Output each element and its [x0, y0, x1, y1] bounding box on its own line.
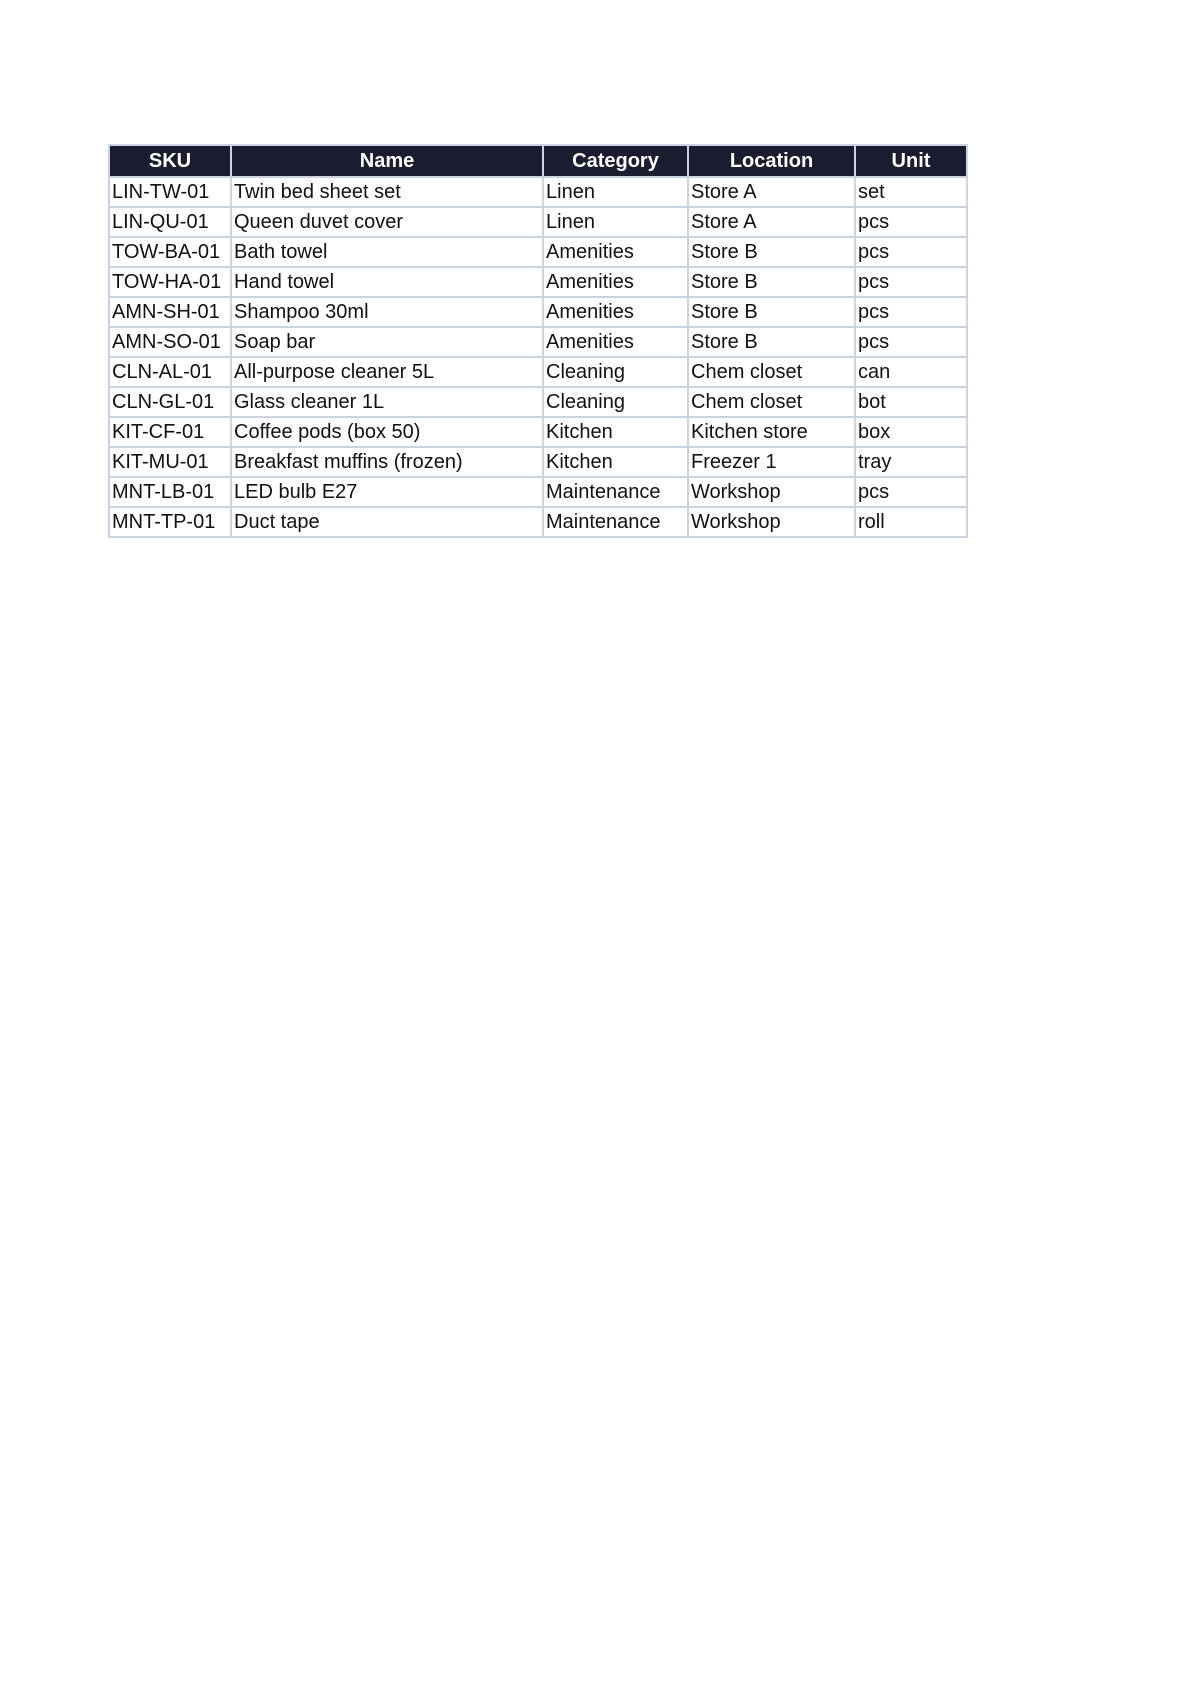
unit-cell: box: [855, 417, 967, 447]
table-row: [109, 267, 967, 297]
sku-cell: CLN-AL-01: [109, 357, 231, 387]
sku-cell: KIT-MU-01: [109, 447, 231, 477]
unit-cell: pcs: [855, 267, 967, 297]
location-cell: Workshop: [688, 507, 855, 537]
unit-cell: pcs: [855, 297, 967, 327]
unit-cell: set: [855, 177, 967, 207]
column-header-name: Name: [231, 145, 543, 177]
table-row: [109, 507, 967, 537]
unit-cell: can: [855, 357, 967, 387]
name-cell: Hand towel: [231, 267, 543, 297]
location-cell: Workshop: [688, 477, 855, 507]
category-cell: Amenities: [543, 297, 688, 327]
table-row: [109, 387, 967, 417]
category-cell: Kitchen: [543, 447, 688, 477]
name-cell: All-purpose cleaner 5L: [231, 357, 543, 387]
sku-cell: AMN-SH-01: [109, 297, 231, 327]
name-cell: Glass cleaner 1L: [231, 387, 543, 417]
category-cell: Cleaning: [543, 357, 688, 387]
location-cell: Store A: [688, 207, 855, 237]
name-cell: Shampoo 30ml: [231, 297, 543, 327]
name-cell: LED bulb E27: [231, 477, 543, 507]
unit-cell: pcs: [855, 237, 967, 267]
location-cell: Kitchen store: [688, 417, 855, 447]
category-cell: Kitchen: [543, 417, 688, 447]
category-cell: Amenities: [543, 237, 688, 267]
table-row: [109, 447, 967, 477]
category-cell: Maintenance: [543, 507, 688, 537]
name-cell: Breakfast muffins (frozen): [231, 447, 543, 477]
unit-cell: pcs: [855, 207, 967, 237]
location-cell: Store B: [688, 297, 855, 327]
location-cell: Store A: [688, 177, 855, 207]
sku-cell: TOW-HA-01: [109, 267, 231, 297]
category-cell: Linen: [543, 177, 688, 207]
sku-cell: MNT-LB-01: [109, 477, 231, 507]
unit-cell: pcs: [855, 477, 967, 507]
table-row: [109, 207, 967, 237]
inventory-table: [108, 144, 968, 538]
unit-cell: roll: [855, 507, 967, 537]
name-cell: Duct tape: [231, 507, 543, 537]
table-row: [109, 417, 967, 447]
unit-cell: bot: [855, 387, 967, 417]
sku-cell: LIN-TW-01: [109, 177, 231, 207]
category-cell: Maintenance: [543, 477, 688, 507]
header-row: [109, 145, 967, 177]
column-header-sku: SKU: [109, 145, 231, 177]
sku-cell: MNT-TP-01: [109, 507, 231, 537]
sku-cell: LIN-QU-01: [109, 207, 231, 237]
table-row: [109, 327, 967, 357]
name-cell: Soap bar: [231, 327, 543, 357]
name-cell: Queen duvet cover: [231, 207, 543, 237]
category-cell: Amenities: [543, 327, 688, 357]
location-cell: Chem closet: [688, 387, 855, 417]
location-cell: Chem closet: [688, 357, 855, 387]
table-row: [109, 237, 967, 267]
sku-cell: TOW-BA-01: [109, 237, 231, 267]
sku-cell: CLN-GL-01: [109, 387, 231, 417]
column-header-category: Category: [543, 145, 688, 177]
unit-cell: pcs: [855, 327, 967, 357]
table-row: [109, 477, 967, 507]
column-header-unit: Unit: [855, 145, 967, 177]
category-cell: Linen: [543, 207, 688, 237]
sku-cell: KIT-CF-01: [109, 417, 231, 447]
location-cell: Store B: [688, 267, 855, 297]
location-cell: Freezer 1: [688, 447, 855, 477]
category-cell: Cleaning: [543, 387, 688, 417]
name-cell: Bath towel: [231, 237, 543, 267]
name-cell: Twin bed sheet set: [231, 177, 543, 207]
name-cell: Coffee pods (box 50): [231, 417, 543, 447]
location-cell: Store B: [688, 237, 855, 267]
column-header-location: Location: [688, 145, 855, 177]
table-row: [109, 177, 967, 207]
unit-cell: tray: [855, 447, 967, 477]
category-cell: Amenities: [543, 267, 688, 297]
location-cell: Store B: [688, 327, 855, 357]
table-row: [109, 297, 967, 327]
sku-cell: AMN-SO-01: [109, 327, 231, 357]
table-row: [109, 357, 967, 387]
